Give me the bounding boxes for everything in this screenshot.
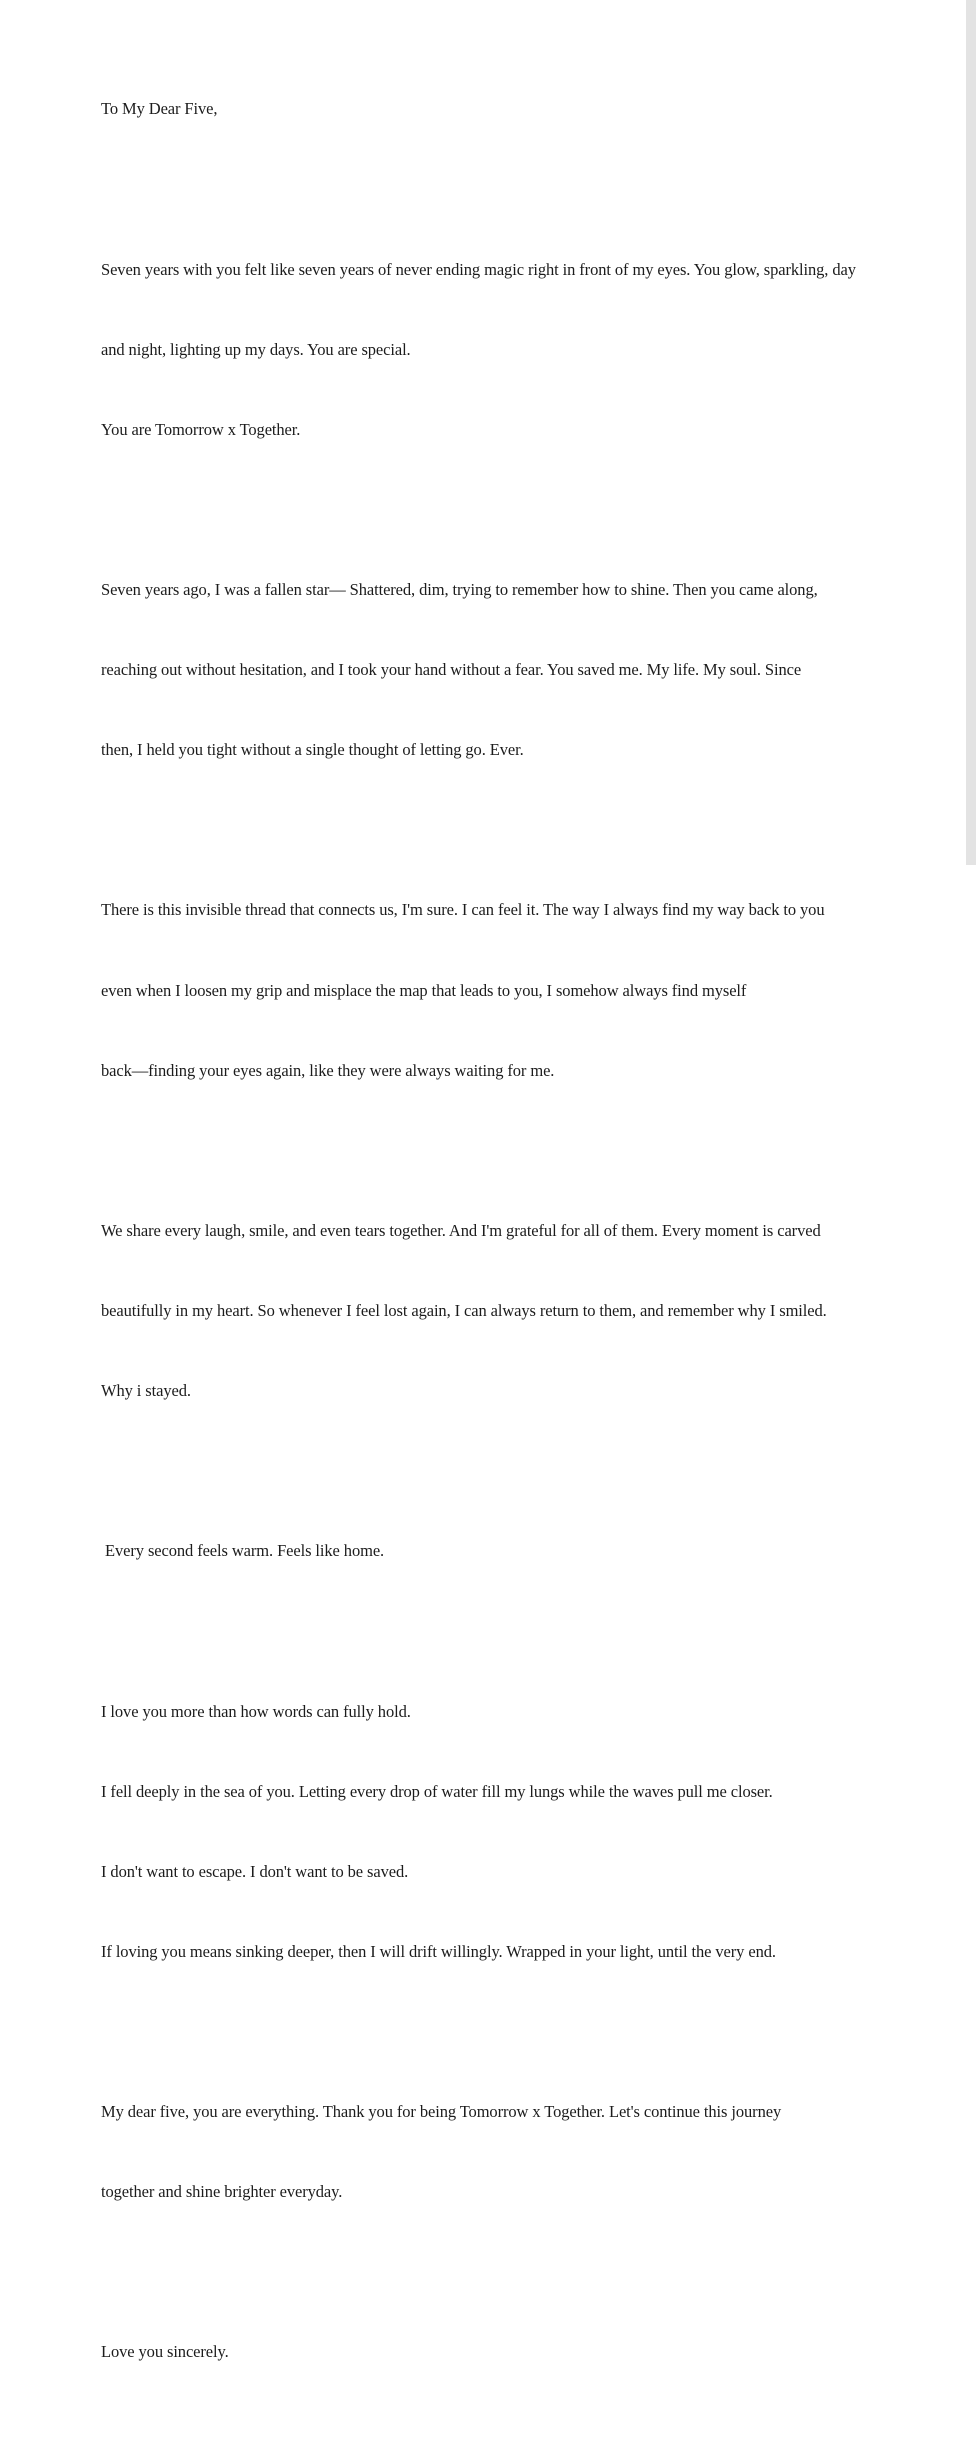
paragraph-2: [101, 524, 901, 818]
paragraph-6-line-1: I love you more than how words can fully hold.: [101, 1701, 411, 1721]
paragraph-4-line-3: Why i stayed.: [101, 1381, 191, 1401]
paragraph-5: [101, 1485, 901, 1619]
paragraph-7-line-1: My dear five, you are everything. Thank you for being Tomorrow x Together. Let's continue this journey: [101, 2102, 782, 2122]
paragraph-1-line-2: and night, lighting up my days. You are special.: [101, 339, 411, 359]
paragraph-2-line-1: Seven years ago, I was a fallen star— Shattered, dim, trying to remember how to shine. Then you came along,: [101, 580, 818, 600]
paragraph-1: [101, 203, 901, 497]
paragraph-4-line-1: We share every laugh, smile, and even tears together. And I'm grateful for all of them. Every moment is carved: [101, 1220, 821, 1240]
paragraph-3-line-3: back—finding your eyes again, like they were always waiting for me.: [101, 1060, 555, 1080]
closing-line: Love you sincerely.: [101, 2342, 229, 2362]
paragraph-2-line-3: then, I held you tight without a single thought of letting go. Ever.: [101, 740, 524, 760]
letter-greeting: [101, 43, 901, 177]
paragraph-6-line-4: If loving you means sinking deeper, then I will drift willingly. Wrapped in your light, until the very end.: [101, 1941, 776, 1961]
paragraph-7-line-2: together and shine brighter everyday.: [101, 2182, 343, 2202]
greeting-line: To My Dear Five,: [101, 99, 218, 119]
paragraph-3: [101, 844, 901, 1138]
window-edge: [966, 0, 976, 865]
letter-closing: [101, 2286, 901, 2420]
paragraph-1-line-3: You are Tomorrow x Together.: [101, 419, 301, 439]
paragraph-3-line-1: There is this invisible thread that connects us, I'm sure. I can feel it. The way I always find my way back to you: [101, 900, 825, 920]
paragraph-2-line-2: reaching out without hesitation, and I took your hand without a fear. You saved me. My life. My soul. Since: [101, 660, 802, 680]
paragraph-6-line-2: I fell deeply in the sea of you. Letting every drop of water fill my lungs while the waves pull me closer.: [101, 1781, 773, 1801]
paragraph-4-line-2: beautifully in my heart. So whenever I feel lost again, I can always return to them, and remember why I smiled.: [101, 1300, 827, 1320]
paragraph-7: [101, 2046, 901, 2260]
paragraph-6-line-3: I don't want to escape. I don't want to be saved.: [101, 1861, 409, 1881]
paragraph-5-line-1: Every second feels warm. Feels like home.: [101, 1541, 385, 1561]
paragraph-4: [101, 1164, 901, 1458]
letter-body: [101, 43, 901, 2446]
paragraph-6: [101, 1645, 901, 2019]
paragraph-1-line-1: Seven years with you felt like seven years of never ending magic right in front of my eyes. You glow, sparkling, day: [101, 259, 856, 279]
paragraph-3-line-2: even when I loosen my grip and misplace the map that leads to you, I somehow always find myself: [101, 980, 747, 1000]
